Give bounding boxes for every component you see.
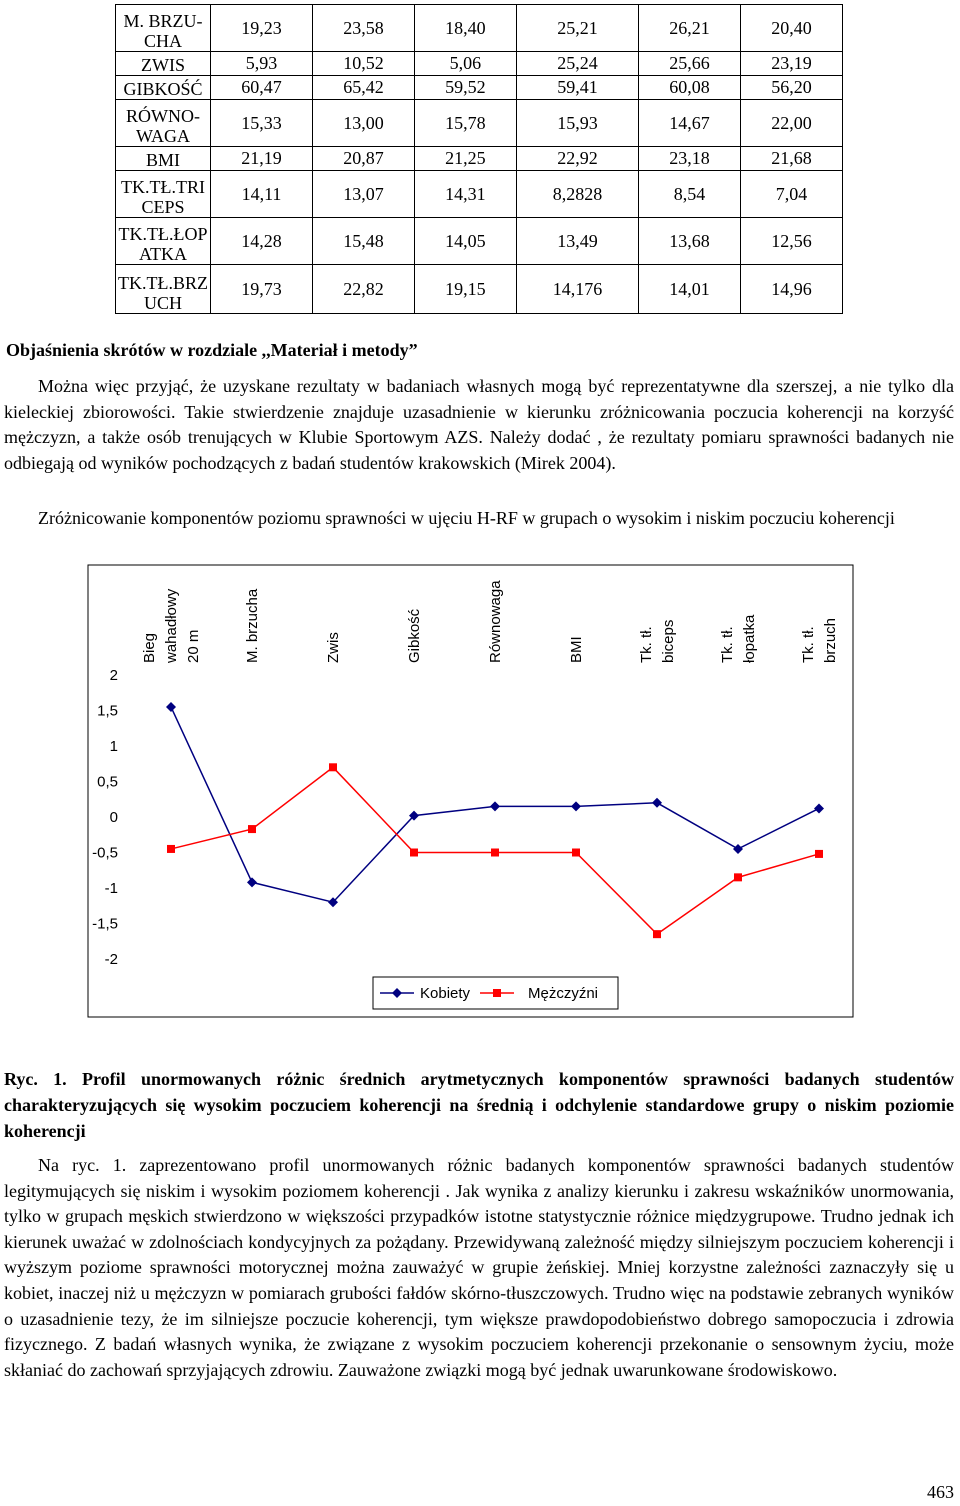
table-cell: 22,00 <box>741 100 843 147</box>
table-cell: 26,21 <box>639 5 741 52</box>
results-table <box>115 4 843 314</box>
paragraph-3: Na ryc. 1. zaprezentowano profil unormowanych różnic badanych komponentów sprawności badanych studentów legitymujących się niskim i wysokim poziomem koherencji . Jak wynika z analizy kierunku i zakresu wskaźników unormowania, tylko w grupach męskich stwierdzono w większości przypadków istotne statystycznie różnice międzygrupowe. Trudno jednak ich kierunek uważać w zdolnościach kondycyjnych za pożądany. Przewidywaną zależność między silniejszym poczuciem koherencji i wyższym poziome sprawności motorycznej można zauważyć w grupie żeńskiej. Mniej korzystne zależności zaznaczyły się u kobiet, inaczej niż u mężczyzn w pomiarach grubości fałdów skórno-tłuszczowych. Trudno więc na podstawie zebranych wyników o uzasadnienie tezy, że im silniejsze poczucie koherencji, tym większe prawdopodobieństwo dobrego samopoczucia i zdrowia fizycznego. Z badań własnych wynika, że związane z wysokim poczuciem koherencji przekonanie o sensownym życiu, może skłaniać do zachowań sprzyjających zdrowiu. Zauważone związki mogą być jednak uwarunkowane środowiskowo. <box>4 1155 954 1380</box>
data-point <box>733 844 743 854</box>
table-cell: 14,67 <box>639 100 741 147</box>
table-cell: 13,68 <box>639 218 741 265</box>
table-cell: 14,28 <box>211 218 313 265</box>
category-label: biceps <box>660 619 677 663</box>
category-label: łopatka <box>741 614 758 663</box>
y-tick-label: 1,5 <box>97 702 118 720</box>
table-cell: 19,15 <box>414 265 516 314</box>
row-label <box>116 171 211 218</box>
data-point <box>410 849 418 857</box>
table-cell: 60,47 <box>211 76 313 100</box>
table-row <box>116 171 843 218</box>
table-row <box>116 5 843 52</box>
table-cell: 14,01 <box>639 265 741 314</box>
table-row <box>116 147 843 171</box>
results-table-body <box>116 5 843 314</box>
data-point <box>652 798 662 808</box>
chart-frame <box>88 565 853 1017</box>
table-cell: 23,58 <box>312 5 414 52</box>
row-label-line: CHA <box>143 31 182 51</box>
table-cell: 21,68 <box>741 147 843 171</box>
data-point <box>734 873 742 881</box>
category-label: Bieg <box>141 632 158 663</box>
line-chart-svg <box>0 555 960 1025</box>
data-point <box>247 877 257 887</box>
data-point <box>248 825 256 833</box>
table-cell: 65,42 <box>312 76 414 100</box>
row-label-line: RÓWNO- <box>126 106 200 126</box>
y-tick-label: 0 <box>109 809 118 826</box>
data-point <box>815 850 823 858</box>
section-heading: Objaśnienia skrótów w rozdziale ,,Materiał i metody” <box>6 340 418 360</box>
table-cell: 14,11 <box>211 171 313 218</box>
table-cell: 14,176 <box>516 265 638 314</box>
table-cell: 10,52 <box>312 52 414 76</box>
data-point <box>329 763 337 771</box>
data-point <box>490 801 500 811</box>
table-cell: 25,21 <box>516 5 638 52</box>
category-label: Równowaga <box>487 580 504 663</box>
category-label: Tk. tł. <box>719 626 736 663</box>
figure-caption: Ryc. 1. Profil unormowanych różnic średnich arytmetycznych komponentów sprawności badanych studentów charakteryzujących się wysokim poczuciem koherencji na średnią i odchylenie standardowe grupy o niskim poziomie koherencji <box>4 1069 954 1141</box>
table-cell: 14,05 <box>414 218 516 265</box>
category-label: BMI <box>568 636 585 663</box>
row-label <box>116 147 211 171</box>
category-label: M. brzucha <box>244 588 261 663</box>
row-label-line: TK.TŁ.BRZ <box>118 273 208 293</box>
table-row <box>116 100 843 147</box>
data-point <box>653 930 661 938</box>
table-cell: 19,73 <box>211 265 313 314</box>
y-tick-label: 0,5 <box>97 773 118 791</box>
legend-marker <box>493 989 501 997</box>
table-cell: 12,56 <box>741 218 843 265</box>
table-cell: 20,87 <box>312 147 414 171</box>
row-label-line: M. BRZU- <box>123 11 203 31</box>
row-label-line: UCH <box>143 293 182 313</box>
table-row <box>116 265 843 314</box>
row-label <box>116 5 211 52</box>
row-label-line: GIBKOŚĆ <box>123 79 203 99</box>
row-label-line: TK.TŁ.ŁOP <box>118 224 208 244</box>
legend-label: Kobiety <box>420 985 471 1002</box>
y-tick-label: 1 <box>109 738 118 755</box>
row-label-line: WAGA <box>136 126 190 146</box>
series-group <box>166 702 824 938</box>
category-label: wahadłowy <box>163 588 180 663</box>
table-cell: 23,18 <box>639 147 741 171</box>
row-label <box>116 218 211 265</box>
table-cell: 22,92 <box>516 147 638 171</box>
data-point <box>491 849 499 857</box>
table-cell: 25,66 <box>639 52 741 76</box>
row-label-line: ZWIS <box>141 55 185 75</box>
row-label-line: BMI <box>145 150 180 170</box>
row-label <box>116 52 211 76</box>
paragraph-2: Zróżnicowanie komponentów poziomu sprawności w ujęciu H-RF w grupach o wysokim i niskim poczuciu koherencji <box>38 508 895 528</box>
table-cell: 25,24 <box>516 52 638 76</box>
legend-label: Mężczyźni <box>528 985 599 1002</box>
table-cell: 13,00 <box>312 100 414 147</box>
table-cell: 15,33 <box>211 100 313 147</box>
row-label <box>116 76 211 100</box>
table-cell: 5,93 <box>211 52 313 76</box>
table-cell: 59,52 <box>414 76 516 100</box>
data-point <box>167 845 175 853</box>
legend <box>373 977 618 1009</box>
page-number: 463 <box>927 1482 954 1502</box>
category-labels <box>141 580 839 664</box>
table-cell: 14,96 <box>741 265 843 314</box>
table-cell: 20,40 <box>741 5 843 52</box>
category-label: Tk. tł. <box>638 626 655 663</box>
table-cell: 7,04 <box>741 171 843 218</box>
table-cell: 23,19 <box>741 52 843 76</box>
data-point <box>166 702 176 712</box>
table-cell: 8,54 <box>639 171 741 218</box>
row-label-line: TK.TŁ.TRI <box>121 177 205 197</box>
paragraph-1: Można więc przyjąć, że uzyskane rezultaty w badaniach własnych mogą być reprezentatywne dla szerszej, a nie tylko dla kieleckiej zbiorowości. Takie stwierdzenie znajduje uzasadnienie w kierunku zróżnicowania poczucia koherencji na korzyść mężczyzn, a także osób trenujących w Klubie Sportowym AZS. Należy dodać , że rezultaty pomiaru sprawności badanych nie odbiegają od wyników pochodzących z badań studentów krakowskich (Mirek 2004). <box>4 376 954 473</box>
table-cell: 22,82 <box>312 265 414 314</box>
table-cell: 15,78 <box>414 100 516 147</box>
y-tick-label: 2 <box>109 667 118 684</box>
category-label: Zwis <box>325 632 342 663</box>
y-tick-label: -1 <box>104 880 118 897</box>
data-point <box>571 801 581 811</box>
line-chart <box>0 555 960 1025</box>
table-cell: 21,19 <box>211 147 313 171</box>
table-cell: 15,93 <box>516 100 638 147</box>
table-row <box>116 218 843 265</box>
data-point <box>572 849 580 857</box>
row-label <box>116 265 211 314</box>
table-cell: 15,48 <box>312 218 414 265</box>
y-tick-label: -0,5 <box>92 844 118 862</box>
row-label-line: ATKA <box>139 244 187 264</box>
table-cell: 60,08 <box>639 76 741 100</box>
table-cell: 19,23 <box>211 5 313 52</box>
table-row <box>116 52 843 76</box>
category-label: brzuch <box>822 617 839 663</box>
table-cell: 56,20 <box>741 76 843 100</box>
category-label: Gibkość <box>406 608 423 663</box>
row-label <box>116 100 211 147</box>
data-point <box>814 803 824 813</box>
category-label: 20 m <box>185 629 202 663</box>
row-label-line: CEPS <box>141 197 185 217</box>
table-cell: 8,2828 <box>516 171 638 218</box>
table-row <box>116 76 843 100</box>
table-cell: 5,06 <box>414 52 516 76</box>
table-cell: 13,07 <box>312 171 414 218</box>
table-cell: 18,40 <box>414 5 516 52</box>
y-tick-label: -2 <box>104 951 118 968</box>
table-cell: 13,49 <box>516 218 638 265</box>
table-cell: 59,41 <box>516 76 638 100</box>
table-cell: 21,25 <box>414 147 516 171</box>
y-tick-labels <box>92 667 118 968</box>
table-cell: 14,31 <box>414 171 516 218</box>
category-label: Tk. tł. <box>800 626 817 663</box>
y-tick-label: -1,5 <box>92 915 118 933</box>
